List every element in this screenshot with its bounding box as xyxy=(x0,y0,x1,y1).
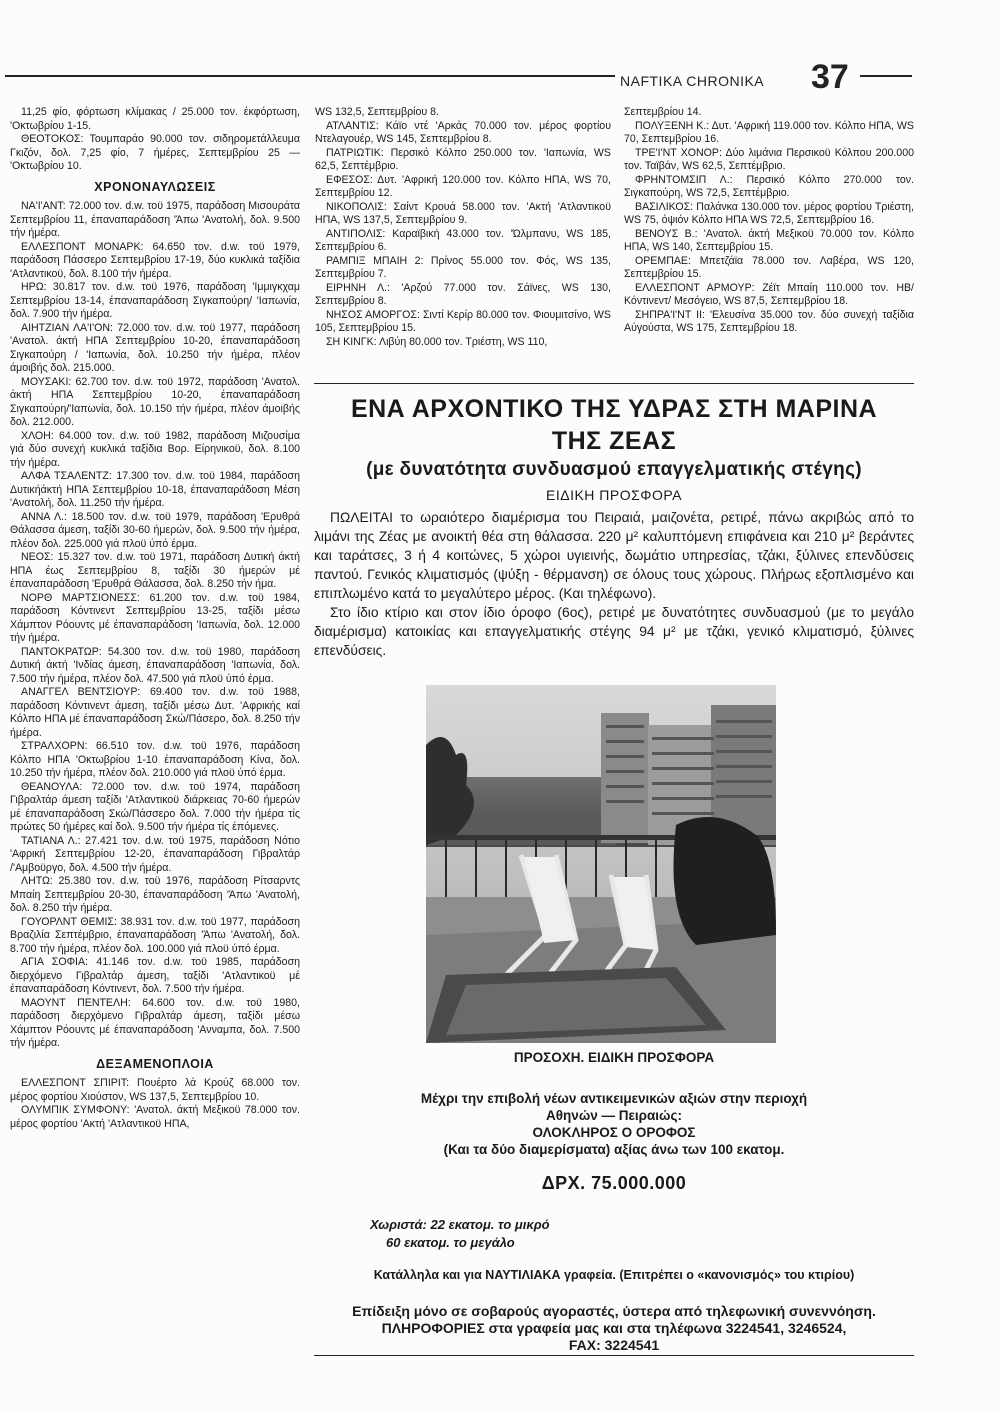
section-heading-tankers: ΔΕΞΑΜΕΝΟΠΛΟΙΑ xyxy=(96,1056,214,1071)
ad-subtitle: (με δυνατότητα συνδυασμού επαγγελματικής στέγης) xyxy=(366,459,862,480)
notice-line: ΟΛΟΚΛΗΡΟΣ Ο ΟΡΟΦΟΣ xyxy=(532,1125,696,1140)
tanker-entry: ΟΛΥΜΠΙΚ ΣΥΜΦΟΝΥ: 'Ανατολ. άκτή Μεξικοϋ 78.000 τον. μέρος φορτίου 'Ακτή 'Ατλαντικοϋ ΗΠΑ, xyxy=(10,1104,300,1130)
section-heading-timecharters: ΧΡΟΝΟΝΑΥΛΩΣΕΙΣ xyxy=(94,179,216,194)
price-notice xyxy=(314,1090,914,1158)
tanker-entry: ΕΛΛΕΣΠΟΝΤ ΣΠΙΡΙΤ: Πουέρτο λά Κρούζ 68.000 τον. μέρος φορτίου Χιούστον, WS 137,5, Σεπτεμβρίου 10. xyxy=(10,1077,300,1103)
tanker-entry: ΠΑΤΡΙΩΤΙΚ: Περσικό Κόλπο 250.000 τον. 'Ιαπωνία, WS 62,5, Σεπτέμβριο. xyxy=(315,146,611,172)
tanker-entry: ΝΙΚΟΠΟΛΙΣ: Σαίντ Κρουά 58.000 τον. 'Ακτή 'Ατλαντικοϋ ΗΠΑ, WS 137,5, Σεπτεμβρίου 9. xyxy=(315,200,611,226)
tanker-entry: Σεπτεμβρίου 14. xyxy=(624,106,702,118)
intro-paragraph: ΘΕΟΤΟΚΟΣ: Τουμπαράο 90.000 τον. σιδηρομετάλλευμα Γκιζόν, δολ. 7,25 φίο, 7 ήμέρες, Σεπτεμβρίου 25 — 'Οκτωβρίου 10. xyxy=(10,133,300,172)
contact-info xyxy=(314,1303,914,1354)
header-rule-right xyxy=(860,75,912,77)
ad-top-rule xyxy=(314,383,914,384)
tanker-entry: ΤΡΕ'Ι'ΝΤ ΧΟΝΟΡ: Δύο λιμάνια Περσικοϋ Κόλπου 200.000 τον. Ταϊβάν, WS 62,5, Σεπτέμβριο. xyxy=(624,146,914,172)
charter-entry: ΝΕΟΣ: 15.327 τον. d.w. τοϋ 1971, παράδοση Δυτική άκτή ΗΠΑ έως Σεπτεμβρίου 8, ταξίδι 30 ήμερών μέ έπαναπαράδοση 'Ερυθρά Θάλασσα, δολ. 8.250 τήν ήμα. xyxy=(10,551,300,590)
charter-entry: ΛΗΤΩ: 25.380 τον. d.w. τοϋ 1976, παράδοση Ρίτσαρντς Μπαίη Σεπτεμβρίου 20-30, έπαναπαράδοση 'Άπω 'Ανατολή, δολ. 8.250 τήν ήμέρα. xyxy=(10,875,300,914)
column-right xyxy=(624,106,914,336)
charter-entry: ΑΙΗΤΖΙΑΝ ΛΑ'Ι'ΟΝ: 72.000 τον. d.w. τοϋ 1977, παράδοση 'Ανατολ. άκτή ΗΠΑ Σεπτεμβρίου 10-20, έπαναπαράδοση Σιγκαπούρη / 'Ιαπωνία, δολ. 10.250 τήν ήμέρα, πλέον άμοιβής δολ. 215.000. xyxy=(10,321,300,374)
charter-entry: ΣΤΡΑΛΧΟΡΝ: 66.510 τον. d.w. τοϋ 1976, παράδοση Κόλπο ΗΠΑ 'Οκτωβρίου 1-10 έπαναπαράδοση Κίνα, δολ. 10.250 τήν ήμέρα, πλέον δολ. 210.000 γιά πλοϋ ύπό έρμα. xyxy=(10,740,300,779)
notice-line: Μέχρι την επιβολή νέων αντικειμενικών αξιών στην περιοχή xyxy=(420,1091,808,1106)
charter-entry: ΑΝΑΓΓΕΛ ΒΕΝΤΣΙΟΥΡ: 69.400 τον. d.w. τοϋ 1988, παράδοση Κόντινεντ άμεση, ταξίδι μέσω Δυτ. 'Αφρικής καί Κόλπο ΗΠΑ μέ έπαναπαράδοση Σκώ/Πάσερο, δολ. 8.250 τήν ήμέρα. xyxy=(10,686,300,739)
charter-entry: ΕΛΛΕΣΠΟΝΤ ΜΟΝΑΡΚ: 64.650 τον. d.w. τοϋ 1979, παράδοση Πάσσερο Σεπτεμβρίου 17-19, δύο κυκλικά ταξίδια 'Ατλαντικοϋ, δολ. 8.100 τήν ήμέρα. xyxy=(10,240,300,280)
charter-entry: ΓΟΥΟΡΛΝΤ ΘΕΜΙΣ: 38.931 τον. d.w. τοϋ 1977, παράδοση Βραζιλία Σεπτέμβριο, έπαναπαράδοση 'Άπω 'Ανατολή, δολ. 8.700 τήν ήμέρα, πλέον δολ. 100.000 γιά πλοϋ ύπό έρμα. xyxy=(10,915,300,955)
publication-title: NAFTIKA CHRONIKA xyxy=(620,73,765,89)
intro-paragraph: 11,25 φίο, φόρτωση κλίμακας / 25.000 τον. έκφόρτωση, 'Οκτωβρίου 1-15. xyxy=(10,106,300,132)
tanker-entry: ΣΗΠΡΑ'Ι'ΝΤ ΙΙ: 'Ελευσίνα 35.000 τον. δύο συνεχή ταξίδια Αύγούστα, WS 175, Σεπτεμβρίου 18. xyxy=(624,308,914,334)
charter-entry: ΜΑΟΥΝΤ ΠΕΝΤΕΛΗ: 64.600 τον. d.w. τοϋ 1980, παράδοση διερχόμενο Γιβραλτάρ άμεση, ταξίδι μέσω Χάμπτον Ρόουντς μέ έπαναπαράδοση 'Ανναμπα, δολ. 7.500 τήν ήμέρα. xyxy=(10,996,300,1049)
tanker-entry: ΦΡΗΝΤΟΜΣΙΠ Λ.: Περσικό Κόλπο 270.000 τον. Σιγκαπούρη, WS 72,5, Σεπτέμβριο. xyxy=(624,173,914,199)
column-middle xyxy=(315,106,611,349)
separate-price-small: Χωριστά: 22 εκατομ. το μικρό xyxy=(370,1217,550,1232)
charter-entry: ΑΛΦΑ ΤΣΑΛΕΝΤΖ: 17.300 τον. d.w. τοϋ 1984, παράδοση Δυτικήάκτή ΗΠΑ Σεπτεμβρίου 10-18, έπαναπαράδοση Μέση 'Ανατολή, δολ. 11.250 τήν ήμέρα. xyxy=(10,470,300,509)
terrace-photo-image xyxy=(426,685,776,1043)
header-rule xyxy=(5,75,615,77)
terrace-photo xyxy=(426,685,776,1043)
photo-caption: ΠΡΟΣΟΧΗ. ΕΙΔΙΚΗ ΠΡΟΣΦΟΡΑ xyxy=(513,1050,715,1065)
tanker-entry: ΝΗΣΟΣ ΑΜΟΡΓΟΣ: Σιντί Κερίρ 80.000 τον. Φιουμιτσίνο, WS 105, Σεπτεμβρίου 15. xyxy=(315,308,611,334)
suitable-note: Κατάλληλα και για ΝΑΥΤΙΛΙΑΚΑ γραφεία. (Επιτρέπει ο «κανονισμός» του κτιρίου) xyxy=(373,1268,855,1282)
tanker-entry: ΕΦΕΣΟΣ: Δυτ. 'Αφρική 120.000 τον. Κόλπο ΗΠΑ, WS 70, Σεπτεμβρίου 12. xyxy=(315,173,611,199)
charter-entry: ΘΕΑΝΟΥΛΑ: 72.000 τον. d.w. τοϋ 1974, παράδοση Γιβραλτάρ άμεση ταξίδι 'Ατλαντικοϋ διάρκειας 70-60 ήμερών μέ έπαναπαράδοση Σκώ/Πάσσερο δολ. 7.000 τήν ήμέρα τίς πρώτες 50 ήμέρες καί δολ. 9.500 τήν ήμέρα τίς έπόμενες. xyxy=(10,780,300,833)
contact-fax: FAX: 3224541 xyxy=(568,1337,660,1353)
charter-entry: ΜΟΥΣΑΚΙ: 62.700 τον. d.w. τοϋ 1972, παράδοση 'Ανατολ. άκτή ΗΠΑ Σεπτεμβρίου 10-20, έπαναπαράδοση Σιγκαπούρη/'Ιαπωνία, δολ. 10.150 τήν ήμέρα, πλέον άμοιβής δολ. 212.000. xyxy=(10,375,300,428)
charter-entry: ΝΑ'Ι'ΑΝΤ: 72.000 τον. d.w. τοϋ 1975, παράδοση Μισουράτα Σεπτεμβρίου 11, έπαναπαράδοση 'Άπω 'Ανατολή, δολ. 9.500 τήν ήμέρα. xyxy=(10,200,300,239)
separate-price-large: 60 εκατομ. το μεγάλο xyxy=(386,1235,515,1250)
ad-bottom-rule xyxy=(314,1355,914,1356)
property-advertisement xyxy=(314,393,914,660)
charter-entry: ΧΛΟΗ: 64.000 τον. d.w. τοϋ 1982, παράδοση Μιζουσίμα γιά δύο συνεχή κυκλικά ταξίδια Βορ. Είρηνικοϋ, δολ. 8.100 τήν ήμέρα. xyxy=(10,429,300,469)
charter-entry: ΤΑΤΙΑΝΑ Λ.: 27.421 τον. d.w. τοϋ 1975, παράδοση Νότιο 'Αφρική Σεπτεμβρίου 12-20, έπαναπαράδοση Γιβραλτάρ /'Αμβοϋργο, δολ. 4.500 τήν ήμέρα. xyxy=(10,834,300,874)
tanker-entry: ΑΝΤΙΠΟΛΙΣ: Καραϊβική 43.000 τον. 'Ώλμπανυ, WS 185, Σεπτεμβρίου 6. xyxy=(315,227,611,253)
charter-entry: ΑΝΝΑ Λ.: 18.500 τον. d.w. τοϋ 1979, παράδοση 'Ερυθρά Θάλασσα άμεση, ταξίδι 30-60 ήμερών, δολ. 9.500 τήν ήμέρα, πλέον δολ. 225.000 γιά πλοϋ ύπό έρμα. xyxy=(10,510,300,550)
tanker-entry: ΡΑΜΠΙΞ ΜΠΑΙΗ 2: Πρίνος 55.000 τον. Φός, WS 135, Σεπτεμβρίου 7. xyxy=(315,254,611,280)
tanker-entry: ΠΟΛΥΞΕΝΗ Κ.: Δυτ. 'Αφρική 119.000 τον. Κόλπο ΗΠΑ, WS 70, Σεπτεμβρίου 16. xyxy=(624,119,914,145)
charter-entry: ΝΟΡΘ ΜΑΡΤΣΙΟΝΕΣΣ: 61.200 τον. d.w. τοϋ 1984, παράδοση Κόντινεντ Σεπτεμβρίου 13-25, ταξίδι μέσω Χάμπτον Ρόουντς μέ έπαναπαράδοση 'Ιαπωνία, δολ. 12.000 τήν ήμέρα. xyxy=(10,591,300,644)
ad-body-paragraph: ΠΩΛΕΙΤΑΙ το ωραιότερο διαμέρισμα του Πειραιά, μαιζονέτα, ρετιρέ, πάνω ακριβώς από το λιμάνι της Ζέας με ανοικτή θέα στη θάλασσα. 220 μ² καλυπτόμενη επιφάνεια και 210 μ² βεράντες και ταράτσες, 3 ή 4 κοιτώνες, 5 χώροι υγιεινής, δωμάτιο υπηρεσίας, τζάκι, ξύλινες επενδύσεις παντού. Γενικός κλιματισμός (ψύξη - θέρμανση) σε όλους τους χώρους. Πλήρως εξοπλισμένο και επιπλωμένο κατά το μεγαλύτερο μέρος. (Και τηλέφωνο). xyxy=(314,510,914,601)
notice-line: (Και τα δύο διαμερίσματα) αξίας άνω των 100 εκατομ. xyxy=(443,1142,785,1157)
tanker-entry: ΒΕΝΟΥΣ Β.: 'Ανατολ. άκτή Μεξικοϋ 70.000 τον. Κόλπο ΗΠΑ, WS 140, Σεπτεμβρίου 15. xyxy=(624,227,914,253)
price: ΔΡΧ. 75.000.000 xyxy=(541,1173,687,1193)
charter-entry: ΠΑΝΤΟΚΡΑΤΩΡ: 54.300 τον. d.w. τοϋ 1980, παράδοση Δυτική άκτή 'Ινδίας άμεση, έπαναπαράδοση 'Ιαπωνία, δολ. 7.500 τήν ήμέρα, πλέον δολ. 47.500 γιά πλοϋ ύπό έρμα. xyxy=(10,645,300,685)
ad-body-paragraph-2: Στο ίδιο κτίριο και στον ίδιο όροφο (6ος), ρετιρέ με δυνατότητες συνδυασμού (με το μεγάλο διαμέρισμα) κατοικίας και επαγγελματικής στέγης 94 μ² με τζάκι, γενικό κλιματισμό, ξύλινες επενδύσεις. xyxy=(314,605,914,658)
notice-line: Αθηνών — Πειραιώς: xyxy=(546,1108,682,1123)
contact-line: Επίδειξη μόνο σε σοβαρούς αγοραστές, ύστερα από τηλεφωνική συνεννόηση. xyxy=(352,1303,876,1319)
ad-title-line2: ΤΗΣ ΖΕΑΣ xyxy=(551,427,677,455)
tanker-entry: ΟΡΕΜΠΑΕ: Μπετζάϊα 78.000 τον. Λαβέρα, WS 120, Σεπτεμβρίου 15. xyxy=(624,254,914,280)
charter-entry: ΑΓΙΑ ΣΟΦΙΑ: 41.146 τον. d.w. τοϋ 1985, παράδοση διερχόμενο Γιβραλτάρ άμεση, ταξίδι 'Ατλαντικοϋ μέ έπαναπαράδοση Κόντινεντ, δολ. 7.500 τήν ήμέρα. xyxy=(10,956,300,995)
tanker-entry: ΑΤΛΑΝΤΙΣ: Κάϊο ντέ 'Αρκάς 70.000 τον. μέρος φορτίου Ντελαγουέρ, WS 145, Σεπτεμβρίου 8. xyxy=(315,119,611,145)
tanker-entry: ΕΙΡΗΝΗ Λ.: 'Αρζού 77.000 τον. Σάϊνες, WS 130, Σεπτεμβρίου 8. xyxy=(315,281,611,307)
tanker-entry: ΣΗ ΚΙΝΓΚ: Λιβύη 80.000 τον. Τριέστη, WS 110, xyxy=(326,335,548,348)
ad-title: ΕΝΑ ΑΡΧΟΝΤΙΚΟ ΤΗΣ ΥΔΡΑΣ ΣΤΗ ΜΑΡΙΝΑ xyxy=(350,395,878,423)
special-offer-label: ΕΙΔΙΚΗ ΠΡΟΣΦΟΡΑ xyxy=(546,487,682,503)
column-left xyxy=(10,106,300,1131)
tanker-entry: WS 132,5, Σεπτεμβρίου 8. xyxy=(315,106,439,118)
contact-phones: ΠΛΗΡΟΦΟΡΙΕΣ στα γραφεία μας και στα τηλέφωνα 3224541, 3246524, xyxy=(381,1320,847,1336)
page-number: 37 xyxy=(811,58,849,96)
tanker-entry: ΕΛΛΕΣΠΟΝΤ ΑΡΜΟΥΡ: Ζέϊτ Μπαίη 110.000 τον. ΗΒ/Κόντινεντ/ Μεσόγειο, WS 87,5, Σεπτεμβρίου 18. xyxy=(624,281,914,307)
tanker-entry: ΒΑΣΙΛΙΚΟΣ: Παλάνκα 130.000 τον. μέρος φορτίου Τριέστη, WS 75, όψιόν Κόλπο ΗΠΑ WS 72,5, Σεπτεμβρίου 16. xyxy=(624,200,914,226)
charter-entry: ΗΡΩ: 30.817 τον. d.w. τοϋ 1976, παράδοση 'Ιμμιγκχαμ Σεπτεμβρίου 13-14, έπαναπαράδοση Σιγκαπούρη/ 'Ιαπωνία, δολ. 7.900 τήν ήμέρα. xyxy=(10,281,300,320)
